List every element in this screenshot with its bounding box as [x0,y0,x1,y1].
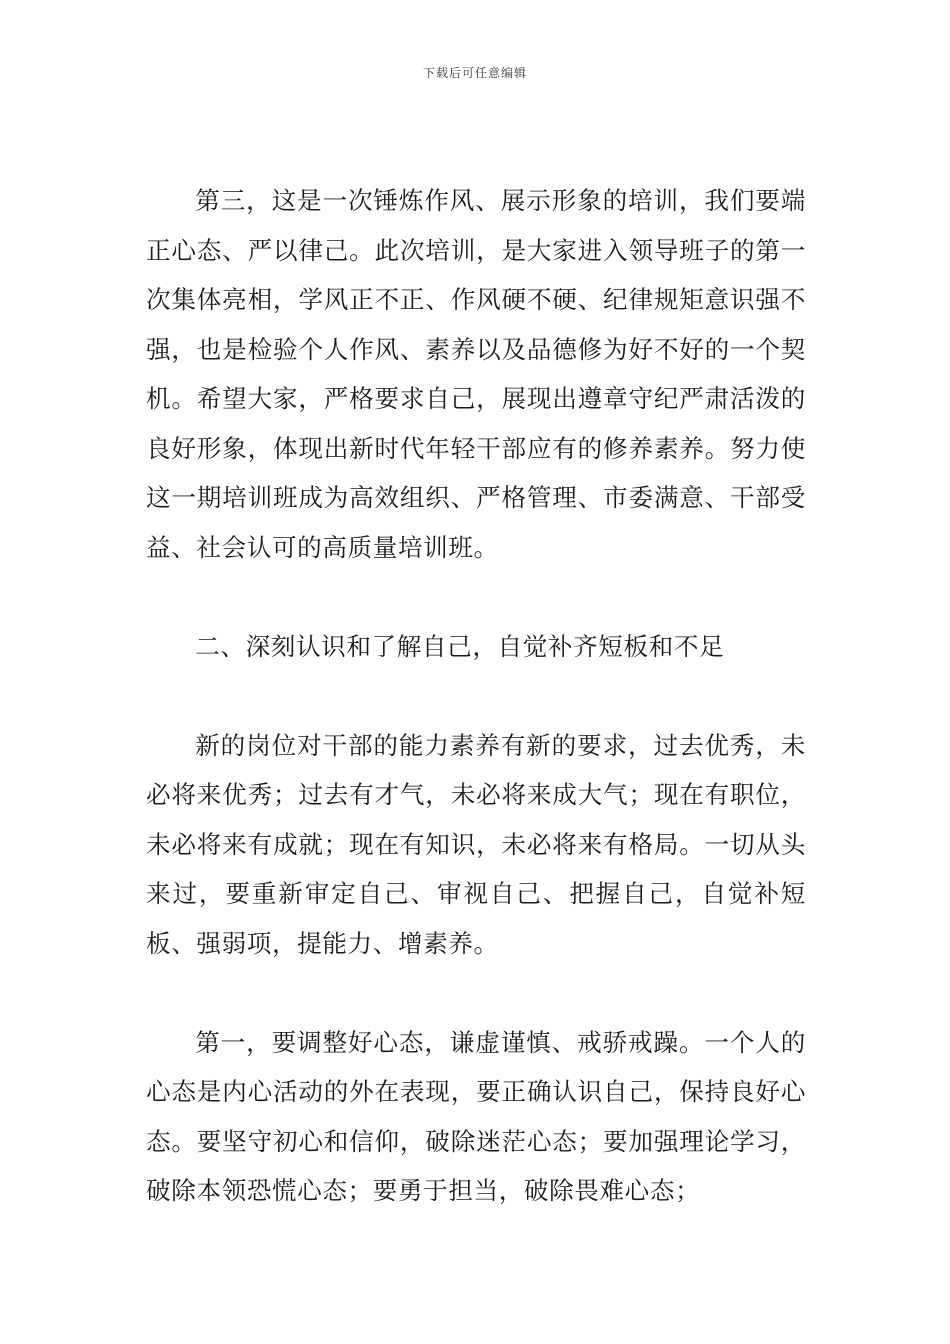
paragraph-new-position: 新的岗位对干部的能力素养有新的要求，过去优秀，未必将来优秀；过去有才气，未必将来成大气；现在有职位，未必将来有成就；现在有知识，未必将来有格局。一切从头来过，要重新审定自己、审视自己、把握自己，自觉补短板、强弱项，提能力、增素养。 [146,730,806,958]
paragraph-gap [146,671,806,721]
paragraph-gap [146,572,806,622]
section-heading-2: 二、深刻认识和了解自己，自觉补齐短板和不足 [195,631,725,661]
document-body [146,176,806,1216]
page-header: 下载后可任意编辑 [422,66,527,80]
paragraph-first-point: 第一，要调整好心态，谦虚谨慎、戒骄戒躁。一个人的心态是内心活动的外在表现，要正确认识自己，保持良好心态。要坚守初心和信仰，破除迷茫心态；要加强理论学习，破除本领恐慌心态；要勇于担当，破除畏难心态； [146,1027,806,1205]
paragraph-gap [146,968,806,1018]
paragraph-third-point: 第三，这是一次锤炼作风、展示形象的培训，我们要端正心态、严以律己。此次培训，是大家进入领导班子的第一次集体亮相，学风正不正、作风硬不硬、纪律规矩意识强不强，也是检验个人作风、素养以及品德修为好不好的一个契机。希望大家，严格要求自己，展现出遵章守纪严肃活泼的良好形象，体现出新时代年轻干部应有的修养素养。努力使这一期培训班成为高效组织、严格管理、市委满意、干部受益、社会认可的高质量培训班。 [146,186,806,562]
